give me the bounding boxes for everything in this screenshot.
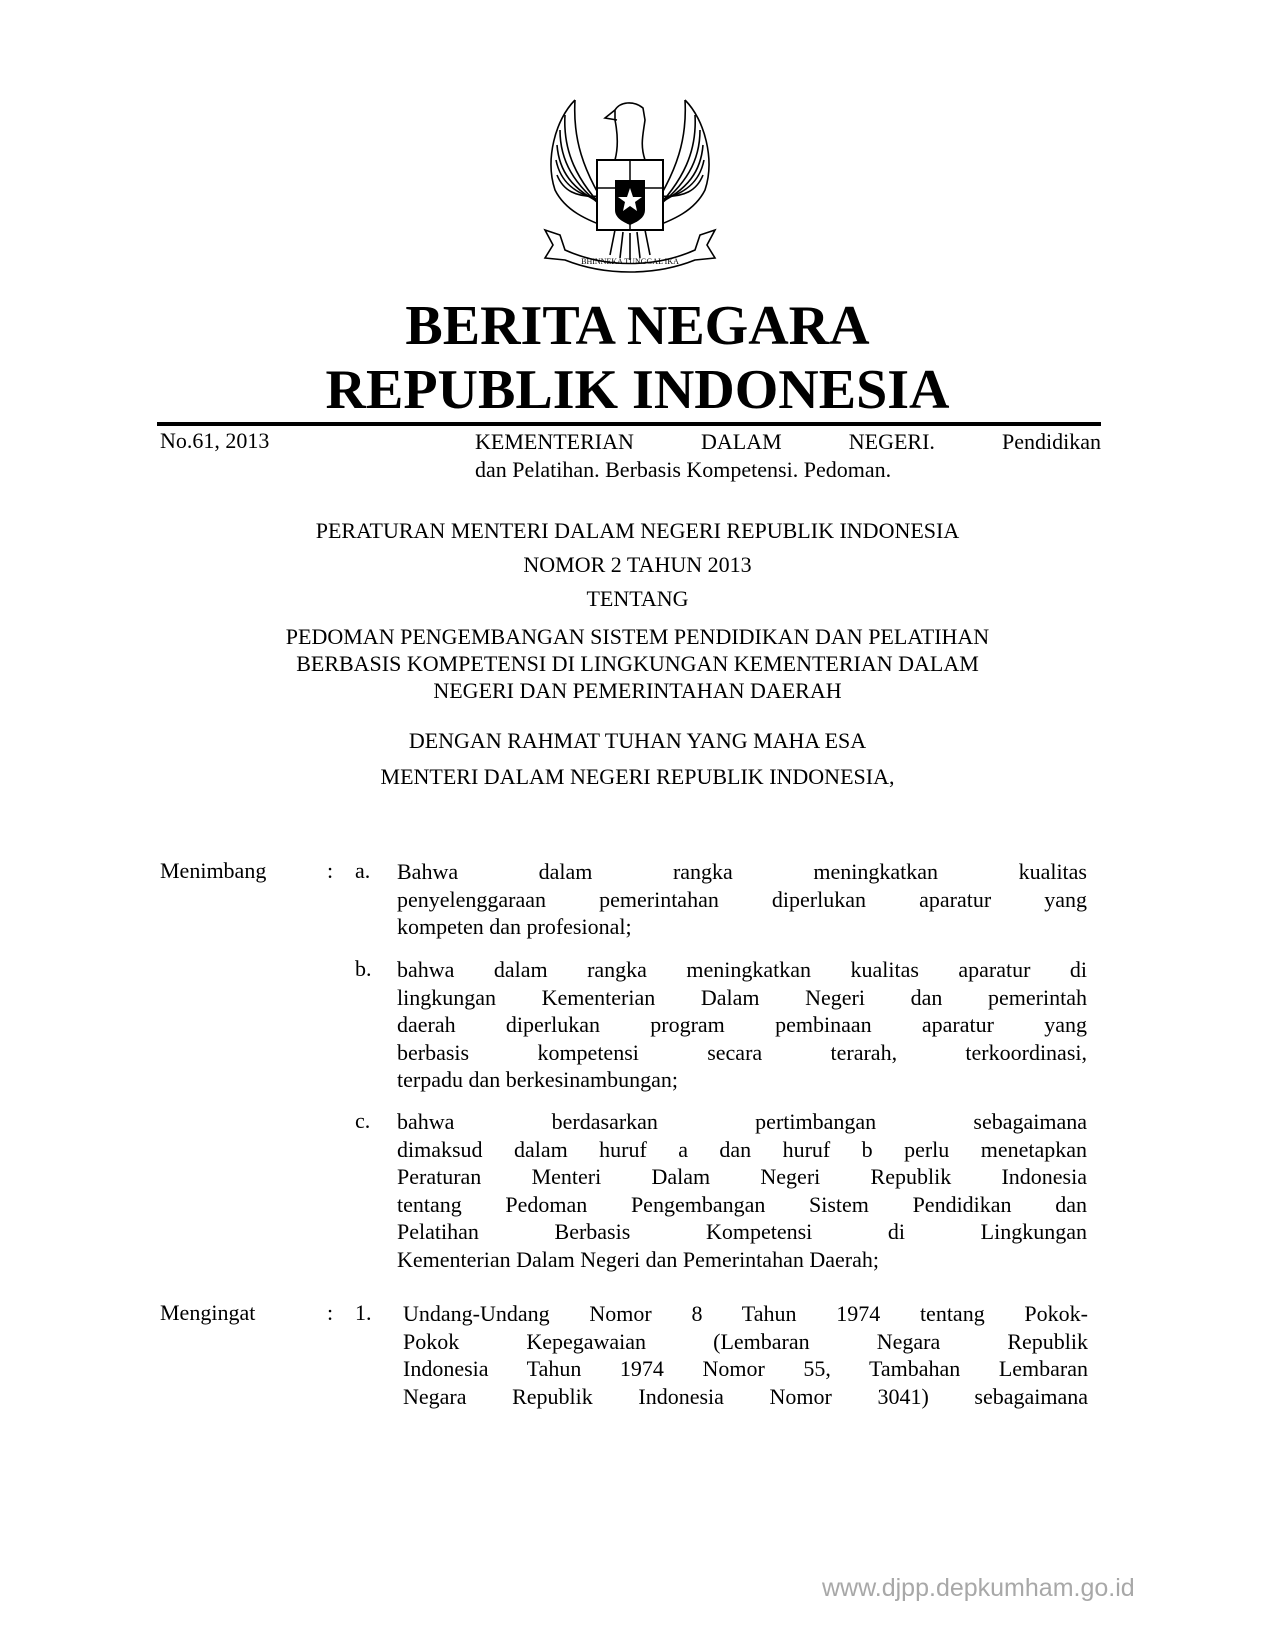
garuda-emblem-icon (515, 80, 745, 275)
item-line: tentang Pedoman Pengembangan Sistem Pendidikan dan (397, 1191, 1087, 1217)
item-line: Undang-Undang Nomor 8 Tahun 1974 tentang Pokok- (403, 1301, 1088, 1326)
gazette-subject (475, 428, 1101, 484)
regulation-subject-line: BERBASIS KOMPETENSI DI LINGKUNGAN KEMENTERIAN DALAM (296, 651, 979, 676)
regulation-title: PERATURAN MENTERI DALAM NEGERI REPUBLIK INDONESIA (315, 518, 960, 543)
gazette-subject-line: KEMENTERIAN DALAM NEGERI. Pendidikan (475, 429, 1101, 454)
item-line: terpadu dan berkesinambungan; (397, 1067, 679, 1092)
gazette-subject-line: dan Pelatihan. Berbasis Kompetensi. Pedoman. (475, 457, 892, 482)
item-line: Pokok Kepegawaian (Lembaran Negara Republik (403, 1328, 1088, 1354)
gazette-number: No.61, 2013 (160, 428, 270, 453)
item-text (397, 858, 1087, 941)
issuer: MENTERI DALAM NEGERI REPUBLIK INDONESIA, (380, 764, 895, 789)
regulation-number: NOMOR 2 TAHUN 2013 (523, 552, 752, 577)
item-marker: a. (355, 858, 371, 883)
item-line: Bahwa dalam rangka meningkatkan kualitas (397, 859, 1087, 884)
mengingat-colon: : (327, 1300, 334, 1325)
regulation-subject (0, 623, 1275, 704)
source-watermark-link[interactable]: www.djpp.depkumham.go.id (822, 1574, 1135, 1602)
item-line: berbasis kompetensi secara terarah, terkoordinasi, (397, 1039, 1087, 1065)
item-marker: c. (355, 1108, 371, 1133)
masthead-title-line1: BERITA NEGARA (405, 295, 870, 357)
item-marker: b. (355, 956, 372, 981)
regulation-subject-line: NEGERI DAN PEMERINTAHAN DAERAH (433, 678, 842, 703)
item-line: bahwa dalam rangka meningkatkan kualitas aparatur di (397, 957, 1087, 982)
menimbang-label: Menimbang (160, 858, 267, 883)
item-line: daerah diperlukan program pembinaan aparatur yang (397, 1012, 1087, 1037)
menimbang-colon: : (327, 858, 334, 883)
item-line: Peraturan Menteri Dalam Negeri Republik Indonesia (397, 1164, 1087, 1189)
item-line: lingkungan Kementerian Dalam Negeri dan pemerintah (397, 984, 1087, 1010)
item-line: penyelenggaraan pemerintahan diperlukan aparatur yang (397, 886, 1087, 912)
item-text (397, 956, 1087, 1094)
item-text (403, 1300, 1088, 1410)
item-line: Indonesia Tahun 1974 Nomor 55, Tambahan Lembaran (403, 1356, 1088, 1381)
mengingat-label: Mengingat (160, 1300, 256, 1325)
regulation-about-label: TENTANG (586, 586, 689, 611)
item-text (397, 1108, 1087, 1273)
item-line: Kementerian Dalam Negeri dan Pemerintahan Daerah; (397, 1246, 879, 1272)
emblem-motto: BHINNEKA TUNGGAL IKA (581, 257, 679, 266)
masthead-divider (157, 422, 1101, 426)
item-line: Negara Republik Indonesia Nomor 3041) sebagaimana (403, 1383, 1088, 1409)
item-line: bahwa berdasarkan pertimbangan sebagaimana (397, 1109, 1087, 1134)
item-line: Pelatihan Berbasis Kompetensi di Lingkungan (397, 1219, 1087, 1244)
item-line: dimaksud dalam huruf a dan huruf b perlu menetapkan (397, 1136, 1087, 1162)
item-line: kompeten dan profesional; (397, 914, 632, 939)
regulation-subject-line: PEDOMAN PENGEMBANGAN SISTEM PENDIDIKAN DAN PELATIHAN (285, 624, 990, 649)
item-marker: 1. (355, 1300, 372, 1325)
masthead-title-line2: REPUBLIK INDONESIA (325, 359, 950, 421)
invocation: DENGAN RAHMAT TUHAN YANG MAHA ESA (408, 728, 867, 753)
